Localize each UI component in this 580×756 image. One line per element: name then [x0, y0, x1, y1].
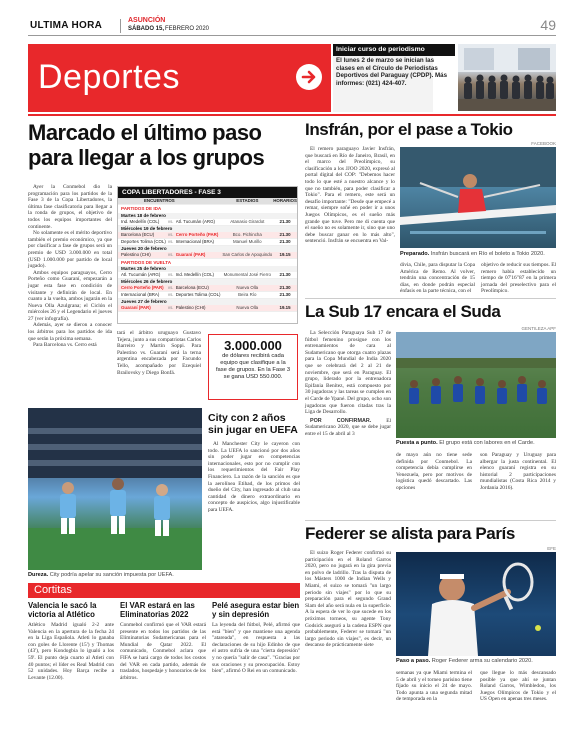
- home-team: Internacional (BRA): [121, 292, 160, 297]
- fixture-match-row: [118, 219, 297, 226]
- fixture-date: Martes 18 de febrero: [118, 213, 297, 219]
- federer-text-1: [305, 550, 391, 649]
- home-team: Cerro Porteño (PAR): [121, 285, 164, 290]
- paragraph: Para Barcelona vs. Cerro está: [33, 342, 97, 349]
- paragraph: de mayo aún no tiene sede definida por Conmebol. La competencia debía cumplirse en Venezuela, pero por motivos de logística quedó descartado. Las opciones: [396, 452, 472, 491]
- paragraph: El suizo Roger Federer confirmó su participación en el Roland Garros 2020, pero no jugará en la gira previa en polvo de ladrillo. Tras la disputa de los Másters 1000 de Indian Wells y Miami, el suizo se tomará "un largo periodo sin viajes" por lo que su preparación para el segundo Grand Slam del año será nula en la superficie. A la espera de ver lo que sucede en los próximos torneos, su agente Tony Godsick aseguró a la cadena ESPN que probablemente, Federer se tomará "un largo periodo sin viajes", es decir, un descanso de prácticamente siete: [305, 550, 391, 649]
- federer-caption: [396, 658, 558, 665]
- paragraph: semanas ya que Miami termina el 5 de abril y el torneo parisino tiene fijado su inicio el 24 de mayo. Todo apunta a una segunda mitad de temporada en la: [396, 670, 472, 703]
- home-team: Deportes Tolima (COL): [121, 238, 166, 244]
- vs-label: vs.: [167, 305, 174, 310]
- main-col2: [117, 330, 201, 376]
- vs-label: vs.: [167, 272, 174, 277]
- home-team: Barcelona (ECU): [121, 231, 155, 237]
- prize-text: de dólares recibirá cada equipo que clasifique a la fase de grupos. En la Fase 3 se gana USD 550.000.: [215, 353, 291, 380]
- insfran-text-1: [305, 146, 395, 245]
- caption-label: Dureza.: [28, 572, 49, 578]
- stadium: Nueva Olla: [236, 305, 259, 310]
- stadium: San Carlos de Apoquindo: [222, 251, 273, 257]
- federer-photo: [396, 552, 556, 656]
- fixture-header: [118, 198, 297, 205]
- cortitas-bar: [28, 583, 300, 598]
- caption-text: Roger Federer arma su calendario 2020.: [431, 658, 533, 664]
- date-day: SÁBADO 15,: [128, 26, 165, 32]
- match-time: 21.30: [279, 272, 291, 277]
- section-banner: [28, 44, 331, 112]
- fixture-match-row: [118, 232, 297, 239]
- cortita-headline: El VAR estará en las Eliminatorias 2022: [120, 601, 195, 619]
- sub17-text-4: [480, 452, 556, 492]
- paragraph: Ayer la Conmebol dio la programación para los partidos de la Fase 3 de la Copa Libertadores, la última fase clasificatoria para llegar a la ronda de grupos, el objetivo de todos los equipos importantes del continente.: [28, 184, 112, 230]
- home-team: Guaraní (PAR): [121, 305, 151, 310]
- vs-label: vs.: [167, 218, 174, 224]
- caption-label: Preparado.: [400, 251, 430, 257]
- promo-title: Iniciar curso de periodismo: [333, 44, 455, 56]
- cortita-item: [212, 601, 300, 675]
- paragraph: tará el árbitro uruguayo Gustavo Tejera, junto a sus compatriotas Carlos Barreiro y Martín Soppi. Para Palestino vs. Guaraní será la terna argentina encabezada por Facundo Tello, acompañado por Ezequiel Brailovsky y Diego Bonfá.: [117, 330, 201, 376]
- cortita-item: [120, 601, 206, 681]
- match-time: 21.30: [279, 231, 291, 237]
- stadium: Beira Río: [238, 292, 257, 297]
- vs-label: vs.: [167, 251, 174, 257]
- fixture-subtitle: ENCUENTROS: [144, 198, 175, 203]
- promo-text: El lunes 2 de marzo se inician las clases en el Círculo de Periodistas Deportivos del Paraguay (CPDP). Más informes: (021) 424-407.: [336, 57, 448, 87]
- match-time: 19.15: [279, 305, 291, 310]
- vs-label: vs.: [167, 238, 174, 244]
- col-stadium: ESTADIOS: [236, 198, 259, 203]
- section-label: ULTIMA HORA: [30, 20, 103, 31]
- federer-headline: Federer se alista para París: [305, 524, 515, 543]
- away-team: Atl. Tucumán (ARG): [175, 218, 215, 224]
- fixture-vuelta-rows: [118, 266, 297, 312]
- paragraph: objetivo de reducir sus tiempos. El remero había establecido un tiempo de 07'16"87 en la primera jornada del preselectivo para el Preolímpico.: [481, 262, 556, 295]
- cortita-headline: Valencia le sacó la victoria al Atlético: [28, 601, 97, 619]
- sub17-credit: GENTILEZA APF: [521, 326, 556, 331]
- stadium: Monumental José Fierro: [223, 272, 271, 277]
- away-team: Internacional (BRA): [175, 238, 215, 244]
- fixture-title: COPA LIBERTADORES - FASE 3: [118, 187, 297, 198]
- paper-city: ASUNCIÓN: [128, 17, 166, 24]
- lead-label: POR CONFIRMAR.: [310, 417, 372, 424]
- stadium: Nueva Olla: [236, 285, 259, 290]
- fixture-date: Martes 25 de febrero: [118, 266, 297, 272]
- cortita-text: La leyenda del fútbol, Pelé, afirmó que está "bien" y que mantiene una agenda "atareada", en respuesta a las declaraciones de su hijo Edinho de que el astro sufría de una "cierta depresión" y no quería "salir de casa". "Gracias por sus oraciones y su preocupación. Estoy bien", afirmó O Rei en un comunicado.: [212, 622, 300, 675]
- caption-label: Puesta a punto.: [396, 440, 438, 446]
- rule: [305, 298, 556, 299]
- cortitas-title: Cortitas: [34, 584, 72, 596]
- paragraph-text: El Sudamericano 2020, que se debe jugar entre el 15 de abril al 3: [305, 417, 391, 437]
- home-team: Ind. Medellín (COL): [121, 218, 160, 224]
- promo-photo: [458, 44, 556, 111]
- fixture-date: Jueves 20 de febrero: [118, 246, 297, 252]
- caption-text: City podría apelar su sanción impuesta por UEFA.: [49, 572, 174, 578]
- paragraph: [305, 418, 391, 438]
- city-caption: [28, 572, 208, 579]
- sub17-text-3: [396, 452, 472, 492]
- away-team: Deportes Tolima (COL): [175, 292, 221, 297]
- away-team: Guaraní (PAR): [175, 251, 206, 257]
- cortita-text: Atlético Madrid igualó 2-2 ante Valencia en la apertura de la fecha 24 en la Liga Española. Atleti lo ganaba con goles de Llorente (15') y Thomas (43'), pero Kondogbia lo igualó a los 59'. El punto deja cuarto al Atleti con 40 puntos; el líder es Real Madrid con 52 unidades. Hoy Barça recibe a Levante (12.00).: [28, 622, 114, 681]
- vuelta-label: PARTIDOS DE VUELTA: [121, 259, 172, 265]
- paragraph: Al Manchester City le cayeron con todo. La UEFA lo sancionó por dos años sin poder jugar en competencias internacionales, esto por no cumplir con los requerimientos del Fair Play Financiero. La razón de la sanción es que la aerolínea Etihad, de los primos del dueño del City, han ingresado al club una cantidad de dinero extraordinario en concepto de auspicios, algo injustificable para UEFA.: [208, 441, 300, 513]
- vs-label: vs.: [167, 231, 174, 237]
- away-team: Ind. Medellín (COL): [175, 272, 214, 277]
- prize-box: [208, 334, 298, 400]
- vs-label: vs.: [167, 292, 174, 297]
- cortita-text: Conmebol confirmó que el VAR estará presente en todos los partidos de las Eliminatorias Sudamericanas para el Mundial de Qatar 2022. El comunicado, Conmebol aclara que FIFA se hará cargo de todos los costos del VAR en cada partido, además de traslados, hospedaje y honorarios de los árbitros.: [120, 622, 206, 681]
- main-col1: [28, 184, 112, 349]
- insfran-text-2: [400, 262, 475, 295]
- paragraph: Ambos equipos paraguayos, Cerro Porteño como Guaraní, empezarán a jugar esta fase en condición de visitante y definirán de local. En cuanto a la vuelta, ambos jugarán en la Nueva Olla Azulgrana; el Ciclón el miércoles 26 y el Legendario el jueves 27 (ver infografía).: [28, 269, 112, 322]
- paragraph: La Selección Paraguaya Sub 17 de fútbol femenino prosigue con los entrenamientos de cara al Sudamericano que otorga cuatro plazas para la Copa Mundial de India 2020 que se celebrará del 2 al 21 de noviembre, que será en Paraguay. El grupo, liderado por la entrenadora Epifania Benítez, está compuesto por 30 jugadoras y las tareas se cumplen en el Carde de Ypané. Del grupo, ocho son jugadoras que fueron citadas tras la Liga de Desarrollo.: [305, 330, 391, 416]
- away-team: Cerro Porteño (PAR): [175, 231, 219, 237]
- sub17-headline: La Sub 17 encara el Suda: [305, 302, 501, 321]
- cortita-headline: Pelé asegura estar bien y sin depresión: [212, 601, 300, 619]
- sub17-text-1: [305, 330, 391, 438]
- fixture-match-row: [118, 252, 297, 259]
- federer-text-2: [396, 670, 472, 703]
- fixture-ida-rows: [118, 213, 297, 259]
- paragraph: Además, ayer se dieron a conocer los árbitros para los partidos de ida que serán la próxima semana.: [28, 322, 112, 342]
- caption-label: Paso a paso.: [396, 658, 431, 664]
- promo-box: [333, 44, 448, 112]
- ida-label: PARTIDOS DE IDA: [121, 206, 162, 211]
- arrow-right-icon[interactable]: [296, 64, 322, 90]
- home-team: Palestino (CHI): [121, 251, 151, 257]
- col-time: HORARIOS: [273, 198, 297, 203]
- match-time: 21.30: [279, 238, 291, 244]
- city-photo: [28, 408, 202, 570]
- vs-label: vs.: [167, 285, 174, 290]
- match-time: 21.30: [279, 285, 291, 290]
- away-team: Barcelona (ECU): [175, 285, 209, 290]
- fixture-match-row: [118, 305, 297, 312]
- paragraph: son Paraguay y Uruguay para albergar la justa continental. El elenco guaraní registra en su historial 2 participaciones mundialistas (Costa Rica 2014 y Jordania 2016).: [480, 452, 556, 491]
- fixture-date: Jueves 27 de febrero: [118, 299, 297, 305]
- top-rule: [28, 114, 556, 116]
- fixture-table: [117, 186, 298, 324]
- sub17-photo: [396, 332, 556, 438]
- paragraph: No solamente es el mérito deportivo también el premio económico, ya que por clasificar a fase de grupos será un premio de USD 3.000.000 en total (USD 1.000.000 por partido de local jugado).: [28, 230, 112, 270]
- sub17-caption: [396, 440, 558, 447]
- caption-text: El grupo está con labores en el Carde.: [439, 440, 535, 446]
- prize-amount: 3.000.000: [224, 338, 282, 353]
- stadium: Manuel Murillo: [232, 238, 262, 244]
- insfran-text-3: [481, 262, 556, 295]
- federer-text-3: [480, 670, 556, 703]
- date-rest: FEBRERO 2020: [165, 26, 210, 32]
- stadium: Atanasio Girardot: [230, 218, 265, 224]
- paragraph: divia, Chile, para disputar la Copa América de Remo. Al volver, tendrán una concentración de 15 días, en donde podrán especial énfasis en la parte técnica, con el: [400, 262, 475, 295]
- insfran-headline: Insfrán, por el pase a Tokio: [305, 120, 513, 139]
- match-time: 21.30: [279, 218, 291, 224]
- insfran-caption: [400, 251, 560, 258]
- away-team: Palestino (CHI): [175, 305, 206, 310]
- insfran-photo: [400, 147, 556, 248]
- insfran-credit: FACEBOOK: [531, 141, 556, 146]
- section-title: Deportes: [38, 58, 180, 96]
- cortita-item: [28, 601, 114, 681]
- city-headline: City con 2 años sin jugar en UEFA: [208, 412, 298, 436]
- fixture-match-row: [118, 292, 297, 299]
- page-number: 49: [540, 17, 556, 33]
- fixture-match-row: [118, 239, 297, 246]
- header-divider: [120, 19, 121, 33]
- city-text: [208, 441, 300, 514]
- match-time: 19.15: [279, 251, 291, 257]
- rule: [305, 520, 556, 521]
- fixture-date: Miércoles 19 de febrero: [118, 226, 297, 232]
- fixture-date: Miércoles 26 de febrero: [118, 279, 297, 285]
- match-time: 21.30: [279, 292, 291, 297]
- top-header: [28, 16, 556, 36]
- fixture-match-row: [118, 272, 297, 279]
- paragraph: que llegue lo más descansado posible ya que ahí se juntan Roland Garros, Wimbledon, los Juegos Olímpicos de Tokio y el US Open en apenas tres meses.: [480, 670, 556, 703]
- paragraph: El remero paraguayo Javier Insfrán, que buscará en Río de Janeiro, Brasil, en el marco del Preolímpico, su clasificación a los JJOO 2020, expresó al portal digital del COP: "Debemos hacer todo lo que esté a nuestro alcance y lo que no también, para poder clasificar a Tokio". Para el remero, este será un desafío importante: "Desde que empecé a remar, siempre soñé en poder ir a unos Juegos Olímpicos, es el sueño más grande que tuve. Pero me di cuenta que el sueño no es solamente ir, sino que uno debe buscar ganar en lo más alto", sentenció. Insfrán se encuentra en Val-: [305, 146, 395, 245]
- federer-credit: EFE: [547, 546, 556, 551]
- main-headline: Marcado el último paso para llegar a los grupos: [28, 120, 265, 170]
- stadium: Bco. Pichincha: [232, 231, 262, 237]
- caption-text: Insfrán buscará en Río el boleto a Tokio 2020.: [430, 251, 545, 257]
- home-team: Atl. Tucumán (ARG): [121, 272, 161, 277]
- fixture-match-row: [118, 285, 297, 292]
